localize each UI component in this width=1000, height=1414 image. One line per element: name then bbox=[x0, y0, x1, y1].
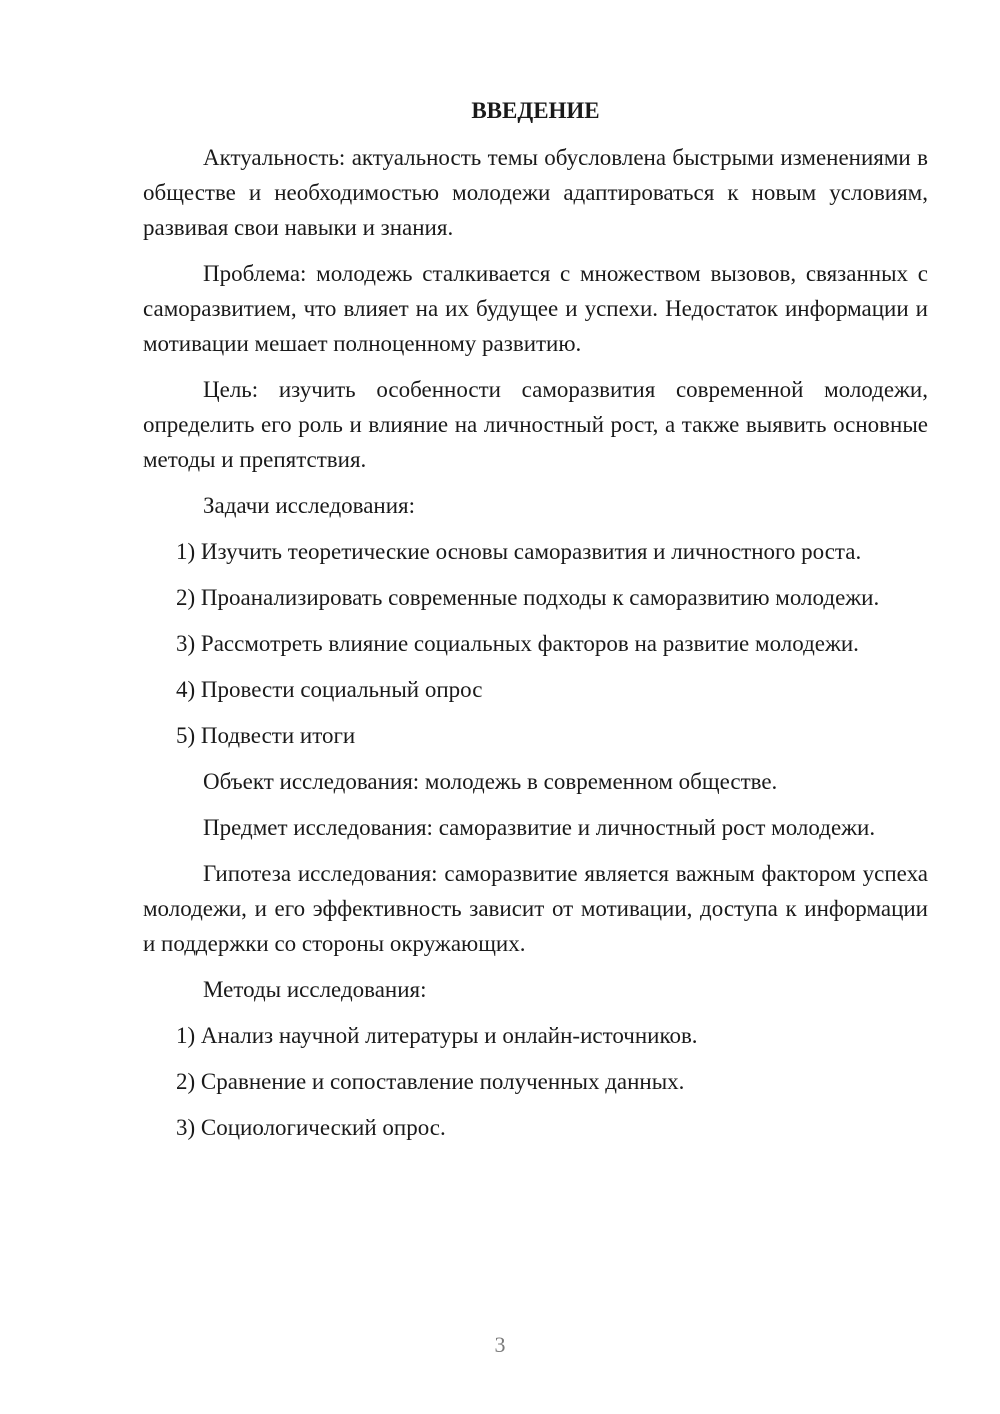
task-item-2: 2) Проанализировать современные подходы к саморазвитию молодежи. bbox=[176, 585, 880, 610]
task-item-3: 3) Рассмотреть влияние социальных факторов на развитие молодежи. bbox=[176, 631, 859, 656]
paragraph-hypothesis: Гипотеза исследования: саморазвитие является важным фактором успеха молодежи, и его эффективность зависит от мотивации, доступа к информации и поддержки со стороны окружающих. bbox=[143, 861, 928, 956]
section-heading: ВВЕДЕНИЕ bbox=[471, 98, 600, 123]
method-item-1: 1) Анализ научной литературы и онлайн-источников. bbox=[176, 1023, 698, 1048]
task-item-1: 1) Изучить теоретические основы саморазвития и личностного роста. bbox=[176, 539, 862, 564]
method-item-2: 2) Сравнение и сопоставление полученных данных. bbox=[176, 1069, 685, 1094]
task-item-5: 5) Подвести итоги bbox=[176, 723, 356, 748]
methods-heading: Методы исследования: bbox=[203, 977, 427, 1002]
task-item-4: 4) Провести социальный опрос bbox=[176, 677, 483, 702]
paragraph-goal: Цель: изучить особенности саморазвития современной молодежи, определить его роль и влияние на личностный рост, а также выявить основные методы и препятствия. bbox=[143, 377, 928, 472]
tasks-heading: Задачи исследования: bbox=[203, 493, 416, 518]
paragraph-object: Объект исследования: молодежь в современном обществе. bbox=[203, 769, 778, 794]
paragraph-subject: Предмет исследования: саморазвитие и личностный рост молодежи. bbox=[203, 815, 876, 840]
page-content bbox=[143, 93, 928, 1156]
paragraph-relevance: Актуальность: актуальность темы обусловлена быстрыми изменениями в обществе и необходимостью молодежи адаптироваться к новым условиям, развивая свои навыки и знания. bbox=[143, 145, 928, 240]
page-number: 3 bbox=[494, 1332, 506, 1357]
method-item-3: 3) Социологический опрос. bbox=[176, 1115, 446, 1140]
paragraph-problem: Проблема: молодежь сталкивается с множеством вызовов, связанных с саморазвитием, что влияет на их будущее и успехи. Недостаток информации и мотивации мешает полноценному развитию. bbox=[143, 261, 928, 356]
